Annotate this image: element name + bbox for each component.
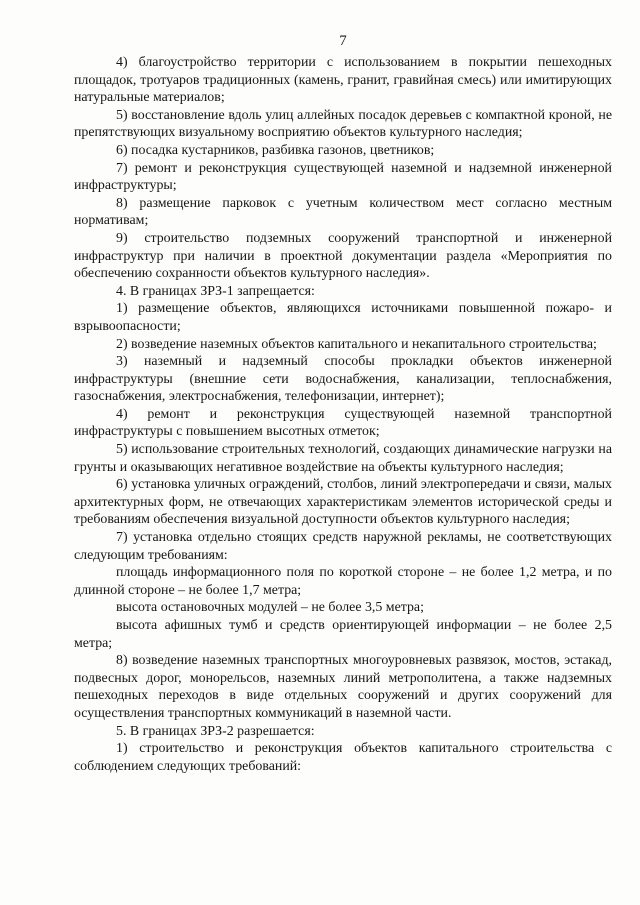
paragraph-zrz1-item-4: 4) ремонт и реконструкция существующей наземной транспортной инфраструктуры с повышением высотных отметок;: [74, 406, 612, 440]
paragraph-item-8-parking: 8) размещение парковок с учетным количеством мест согласно местным нормативам;: [74, 195, 612, 229]
paragraph-item-9-underground: 9) строительство подземных сооружений транспортной и инженерной инфраструктур при наличии в проектной документации раздела «Мероприятия по обеспечению сохранности объектов культурного наследия».: [74, 230, 612, 282]
paragraph-item-6-shrubs-lawns: 6) посадка кустарников, разбивка газонов, цветников;: [116, 142, 435, 158]
section-heading-zrz1-prohibited: 4. В границах ЗРЗ-1 запрещается:: [116, 283, 315, 299]
section-heading-zrz2-allowed: 5. В границах ЗРЗ-2 разрешается:: [116, 723, 315, 739]
paragraph-bus-stop-height: высота остановочных модулей – не более 3,5 метра;: [116, 600, 424, 616]
paragraph-poster-height: высота афишных тумб и средств ориентирующей информации – не более 2,5 метра;: [74, 618, 612, 651]
paragraph-zrz2-item-1: 1) строительство и реконструкция объектов капитального строительства с соблюдением следующих требований:: [74, 741, 612, 774]
document-body: [74, 54, 612, 775]
page-number: 7: [339, 33, 347, 49]
paragraph-zrz1-item-5: 5) использование строительных технологий, создающих динамические нагрузки на грунты и оказывающих негативное воздействие на объекты культурного наследия;: [74, 442, 612, 475]
paragraph-zrz1-item-8: 8) возведение наземных транспортных многоуровневых развязок, мостов, эстакад, подвесных дорог, монорельсов, наземных линий метрополитена, а также надземных пешеходных переходов в виде отдельных сооружений и других сооружений для осуществления транспортных коммуникаций в наземной части.: [74, 653, 612, 721]
paragraph-zrz1-item-7: 7) установка отдельно стоящих средств наружной рекламы, не соответствующих следующим требованиям:: [74, 530, 612, 563]
paragraph-item-4-landscaping: 4) благоустройство территории с использованием в покрытии пешеходных площадок, тротуаров традиционных (камень, гранит, гравийная смесь) или имитирующих натуральные материалов;: [74, 55, 612, 106]
paragraph-zrz1-item-3: 3) наземный и надземный способы прокладки объектов инженерной инфраструктуры (внешние сети водоснабжения, канализации, теплоснабжения, газоснабжения, электроснабжения, телефонизации, интернет);: [74, 354, 612, 405]
paragraph-zrz1-item-1: 1) размещение объектов, являющихся источниками повышенной пожаро- и взрывоопасности;: [74, 301, 612, 334]
paragraph-zrz1-item-2: 2) возведение наземных объектов капитального и некапитального строительства;: [116, 336, 597, 352]
paragraph-zrz1-item-6: 6) установка уличных ограждений, столбов, линий электропередачи и связи, малых архитектурных форм, не отвечающих характеристикам элементов исторической среды и требованиям обеспечения визуальной доступности объектов культурного наследия;: [74, 477, 612, 528]
paragraph-item-5-alley-planting: 5) восстановление вдоль улиц аллейных посадок деревьев с компактной кроной, не препятствующих визуальному восприятию объектов культурного наследия;: [74, 107, 612, 141]
paragraph-item-7-engineering-repair: 7) ремонт и реконструкция существующей наземной и надземной инженерной инфраструктуры;: [74, 160, 612, 194]
paragraph-ad-area-requirement: площадь информационного поля по короткой стороне – не более 1,2 метра, и по длинной стороне – не более 1,7 метра;: [74, 565, 612, 598]
